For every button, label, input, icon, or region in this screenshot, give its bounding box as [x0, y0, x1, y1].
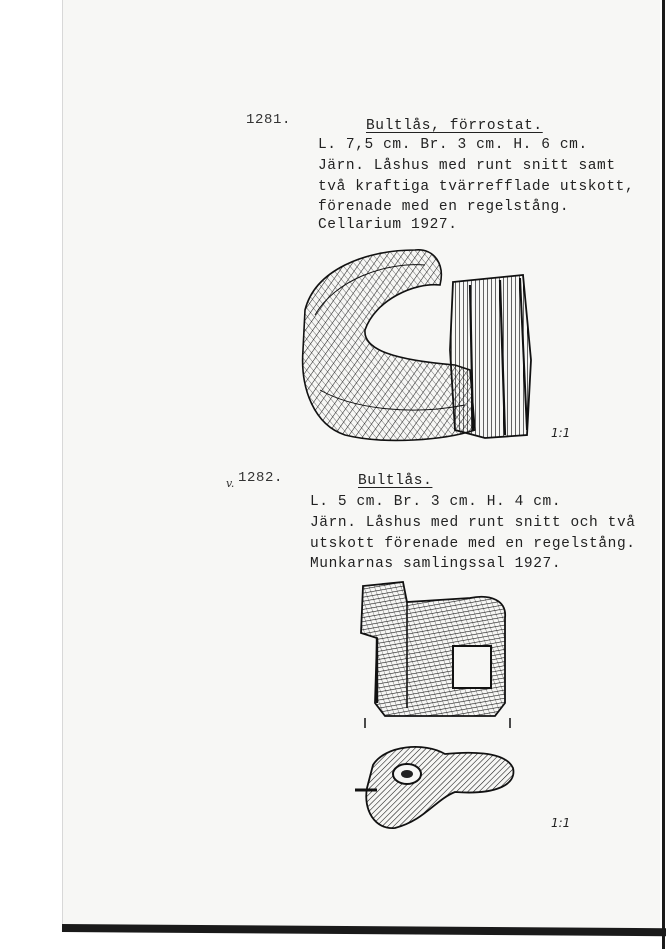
entry-title: Bultlås, förrostat.	[366, 118, 543, 134]
entry-line: två kraftiga tvärrefflade utskott,	[318, 179, 635, 195]
entry-line: Cellarium 1927.	[318, 217, 458, 233]
scale-note: 1:1	[551, 426, 571, 440]
entry-number: 1281.	[246, 112, 292, 128]
entry-line: Järn. Låshus med runt snitt samt	[318, 158, 616, 174]
bolt-lock-sketch-1281	[295, 240, 540, 450]
entry-number: 1282.	[238, 470, 284, 486]
entry-line: Munkarnas samlingssal 1927.	[310, 556, 562, 572]
scale-note: 1:1	[551, 816, 571, 830]
bolt-lock-sketch-1282-top	[355, 740, 520, 835]
entry-line: L. 7,5 cm. Br. 3 cm. H. 6 cm.	[318, 137, 588, 153]
page-edge-right	[660, 0, 672, 949]
entry-line: utskott förenade med en regelstång.	[310, 536, 636, 552]
entry-line: L. 5 cm. Br. 3 cm. H. 4 cm.	[310, 494, 562, 510]
entry-line: förenade med en regelstång.	[318, 199, 570, 215]
bolt-lock-sketch-1282-front	[355, 578, 520, 728]
margin-note: v.	[226, 477, 235, 490]
entry-title: Bultlås.	[358, 473, 433, 489]
entry-line: Järn. Låshus med runt snitt och två	[310, 515, 636, 531]
